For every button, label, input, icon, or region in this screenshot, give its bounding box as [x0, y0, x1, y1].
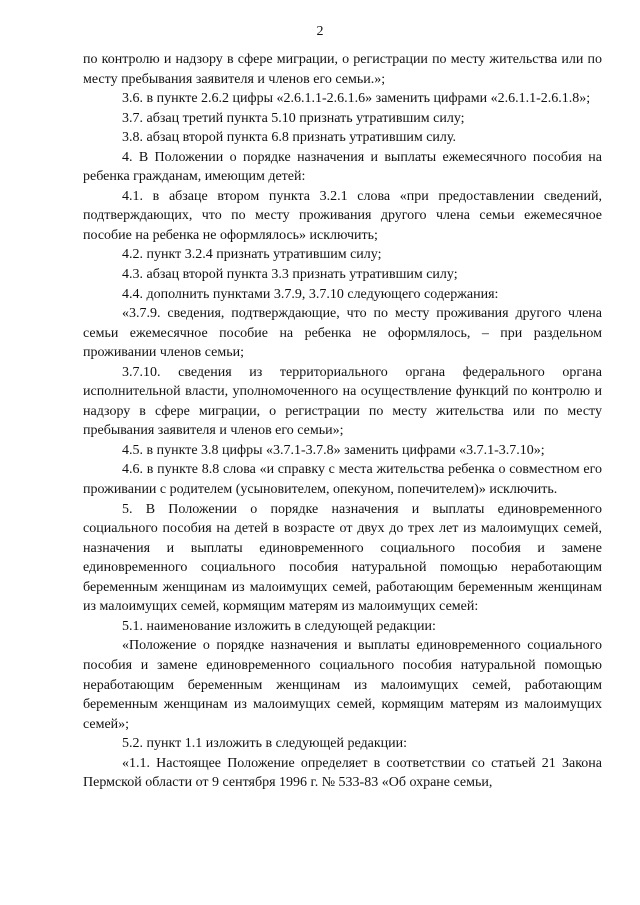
- paragraph-4-2: 4.2. пункт 3.2.4 признать утратившим силу;: [122, 247, 382, 263]
- paragraph-3-8: 3.8. абзац второй пункта 6.8 признать утратившим силу.: [122, 130, 457, 146]
- paragraph-3-6: 3.6. в пункте 2.6.2 цифры «2.6.1.1-2.6.1.6» заменить цифрами «2.6.1.1-2.6.1.8»;: [122, 91, 591, 107]
- paragraph-5: 5. В Положении о порядке назначения и выплаты единовременного социального пособия на детей в возрасте от двух до трех лет из малоимущих семей, назначения и выплаты единовременного социального пособия и замене единовременного социального пособия натуральной помощью неработающим беременным женщинам из малоимущих семей, работающим беременным женщинам из малоимущих семей, кормящим матерям из малоимущих семей:: [83, 501, 602, 615]
- paragraph-4: 4. В Положении о порядке назначения и выплаты ежемесячного пособия на ребенка гражданам, имеющим детей:: [83, 149, 602, 185]
- paragraph-4-4: 4.4. дополнить пунктами 3.7.9, 3.7.10 следующего содержания:: [122, 286, 499, 302]
- paragraph-4-6: 4.6. в пункте 8.8 слова «и справку с места жительства ребенка о совместном его проживании с родителем (усыновителем, опекуном, попечителем)» исключить.: [83, 462, 602, 498]
- document-body: [83, 50, 602, 793]
- paragraph-3-7: 3.7. абзац третий пункта 5.10 признать утратившим силу;: [122, 110, 465, 126]
- paragraph-3-7-10: 3.7.10. сведения из территориального органа федерального органа исполнительной власти, уполномоченного на осуществление функций по контролю и надзору в сфере миграции, о регистрации по месту жительства или по месту пребывания заявителя и членов его семьи»;: [83, 364, 602, 439]
- paragraph-4-5: 4.5. в пункте 3.8 цифры «3.7.1-3.7.8» заменить цифрами «3.7.1-3.7.10»;: [122, 442, 545, 458]
- paragraph-4-1: 4.1. в абзаце втором пункта 3.2.1 слова «при предоставлении сведений, подтверждающих, что по месту проживания другого члена семьи ежемесячное пособие на ребенка не оформлялось» исключить;: [83, 188, 602, 243]
- paragraph-5-2: 5.2. пункт 1.1 изложить в следующей редакции:: [122, 736, 407, 752]
- paragraph-3-7-9: «3.7.9. сведения, подтверждающие, что по месту проживания другого члена семьи ежемесячное пособие на ребенка не оформлялось, – при раздельном проживании членов семьи;: [83, 306, 602, 361]
- paragraph-continuation: по контролю и надзору в сфере миграции, о регистрации по месту жительства или по месту пребывания заявителя и членов его семьи.»;: [83, 52, 602, 87]
- paragraph-5-1: 5.1. наименование изложить в следующей редакции:: [122, 618, 436, 634]
- paragraph-1-1: «1.1. Настоящее Положение определяет в соответствии со статьей 21 Закона Пермской области от 9 сентября 1996 г. № 533-83 «Об охране семьи,: [83, 755, 602, 791]
- page-number: 2: [316, 24, 324, 39]
- paragraph-4-3: 4.3. абзац второй пункта 3.3 признать утратившим силу;: [122, 267, 458, 283]
- paragraph-quoted-title: «Положение о порядке назначения и выплаты единовременного социального пособия и замене единовременного социального пособия натуральной помощью неработающим беременным женщинам из малоимущих семей, работающим беременным женщинам из малоимущих семей, кормящим матерям из малоимущих семей»;: [83, 638, 602, 732]
